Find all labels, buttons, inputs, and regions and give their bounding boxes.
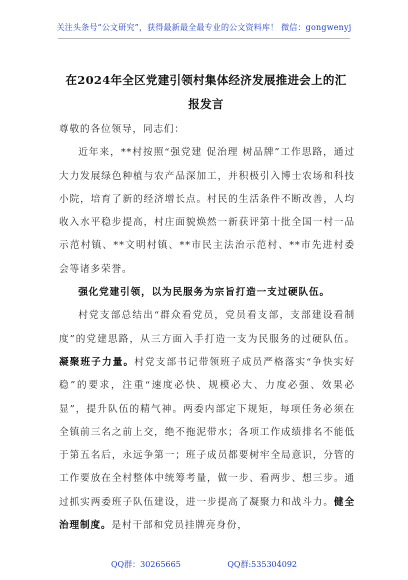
intro-paragraph: 近年来，**村按照“强党建 促治理 树品牌”工作思路，通过大力发展绿色种植与农产品深加工，并积极引入博士农场和科技小院，培育了新的经济增长点。村民的生活条件不断改善，人均收入水平稳步提高，村庄面貌焕然一新获评第十批全国一村一品示范村镇、**文明村镇、**市民主法治示范村、**市先进村委会等诸多荣誉。 bbox=[59, 147, 355, 275]
footer bbox=[0, 559, 408, 570]
header-banner: 关注头条号“公文研究”，获得最新最全最专业的公文资料库！ 微信：gongwenyj bbox=[56, 23, 352, 32]
section1-subheading-2: 健全治理制度。 bbox=[59, 496, 355, 532]
section1-text-a: 村党支部总结出“群众看党员，党员看支部，支部建设看制度”的党建思路，从三方面入手打造一支为民服务的过硬队伍。 bbox=[59, 310, 355, 345]
header-divider bbox=[58, 38, 350, 39]
footer-qq-group-2[interactable]: QQ群:535304092 bbox=[227, 560, 297, 569]
section1-text-b: 村党支部书记带领班子成员严格落实“争快实好稳”的要求，注重“速度必快、规模必大、力度必强、效果必显”，提升队伍的精气神。两委内部定下规矩，每项任务必须在全镇前三名之前上交，绝不拖泥带水；各项工作成绩排名不能低于第五名后，永远争第一；班子成员都要树牢全局意识，分管的工作要放在全村整体中统筹考量，做一步、看两步、想三步。通过抓实两委班子队伍建设，进一步提高了凝聚力和战斗力。 bbox=[59, 356, 355, 508]
section1-subheading-1: 凝聚班子力量。 bbox=[59, 356, 135, 368]
document-title: 在2024年全区党建引领村集体经济发展推进会上的汇报发言 bbox=[65, 73, 347, 111]
greeting: 尊敬的各位领导，同志们： bbox=[59, 124, 185, 135]
footer-qq-group-1[interactable]: QQ群：30265665 bbox=[110, 560, 181, 569]
section1-paragraph bbox=[59, 304, 355, 537]
document-body bbox=[59, 118, 355, 537]
section1-text-c: 是村干部和党员挂牌亮身份， bbox=[111, 520, 248, 532]
section1-heading: 强化党建引领，以为民服务为宗旨打造一支过硬队伍。 bbox=[78, 287, 331, 299]
